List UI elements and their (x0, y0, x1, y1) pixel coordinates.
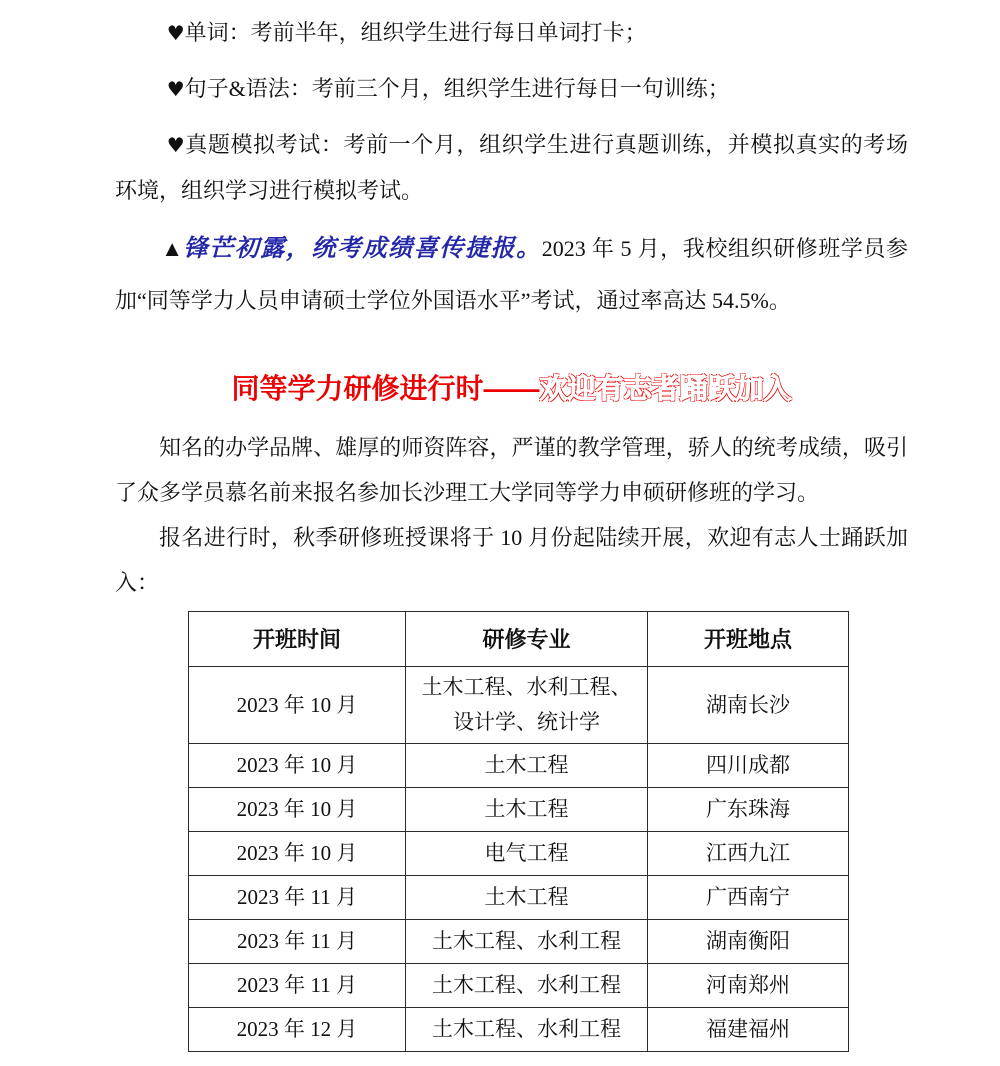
cell-location: 湖南衡阳 (648, 920, 849, 964)
table-row (189, 876, 849, 920)
cell-major: 土木工程 (406, 744, 648, 788)
bullet-text: 单词：考前半年，组织学生进行每日单词打卡； (184, 20, 647, 45)
cell-location: 广西南宁 (648, 876, 849, 920)
cell-major: 土木工程、水利工程 (406, 964, 648, 1008)
header-location: 开班地点 (648, 612, 849, 667)
cell-major: 土木工程、水利工程、设计学、统计学 (406, 667, 648, 744)
report-lead-calligraphy: 锋芒初露，统考成绩喜传捷报。 (183, 236, 542, 262)
class-schedule-table (188, 611, 849, 1052)
cell-start-time: 2023 年 10 月 (189, 744, 406, 788)
cell-major: 土木工程、水利工程 (406, 920, 648, 964)
table-row (189, 1008, 849, 1052)
section-heading (115, 369, 908, 409)
header-major: 研修专业 (406, 612, 648, 667)
heart-icon: ♥ (166, 77, 185, 101)
bullet-text: 句子&语法：考前三个月，组织学生进行每日一句训练； (184, 76, 730, 101)
cell-start-time: 2023 年 11 月 (189, 920, 406, 964)
heart-icon: ♥ (166, 21, 185, 45)
report-body: 2023 年 5 月，我校组织研修班学员参加“同等学力人员申请硕士学位外国语水平”考试，通过率高达 54.5%。 (115, 236, 908, 313)
cell-major: 电气工程 (406, 832, 648, 876)
bullet-item-vocabulary (115, 10, 908, 56)
triangle-icon: ▲ (161, 236, 184, 261)
heart-icon: ♥ (166, 133, 186, 157)
cell-location: 福建福州 (648, 1008, 849, 1052)
cell-start-time: 2023 年 10 月 (189, 832, 406, 876)
table-row (189, 788, 849, 832)
bullet-item-mock-exam (115, 122, 908, 213)
bullet-item-sentence-grammar (115, 66, 908, 112)
enroll-paragraph: 报名进行时，秋季研修班授课将于 10 月份起陆续开展，欢迎有志人士踊跃加入： (115, 525, 908, 595)
table-row (189, 920, 849, 964)
heading-outline-part: 欢迎有志者踊跃加入 (539, 373, 792, 404)
cell-start-time: 2023 年 12 月 (189, 1008, 406, 1052)
heading-solid-part: 同等学力研修进行时—— (231, 373, 540, 404)
intro-paragraph: 知名的办学品牌、雄厚的师资阵容，严谨的教学管理，骄人的统考成绩，吸引了众多学员慕名前来报名参加长沙理工大学同等学力申硕研修班的学习。 (115, 435, 908, 505)
table-row (189, 744, 849, 788)
cell-major: 土木工程 (406, 876, 648, 920)
table-row (189, 667, 849, 744)
cell-location: 四川成都 (648, 744, 849, 788)
cell-major: 土木工程 (406, 788, 648, 832)
cell-location: 湖南长沙 (648, 667, 849, 744)
table-header-row (189, 612, 849, 667)
cell-start-time: 2023 年 10 月 (189, 788, 406, 832)
cell-location: 河南郑州 (648, 964, 849, 1008)
bullet-text: 真题模拟考试：考前一个月，组织学生进行真题训练，并模拟真实的考场环境，组织学习进行模拟考试。 (115, 132, 908, 203)
table-row (189, 964, 849, 1008)
table-row (189, 832, 849, 876)
cell-start-time: 2023 年 10 月 (189, 667, 406, 744)
cell-major: 土木工程、水利工程 (406, 1008, 648, 1052)
cell-start-time: 2023 年 11 月 (189, 876, 406, 920)
cell-start-time: 2023 年 11 月 (189, 964, 406, 1008)
header-start-time: 开班时间 (189, 612, 406, 667)
cell-location: 江西九江 (648, 832, 849, 876)
cell-location: 广东珠海 (648, 788, 849, 832)
exam-report-paragraph (115, 223, 908, 327)
